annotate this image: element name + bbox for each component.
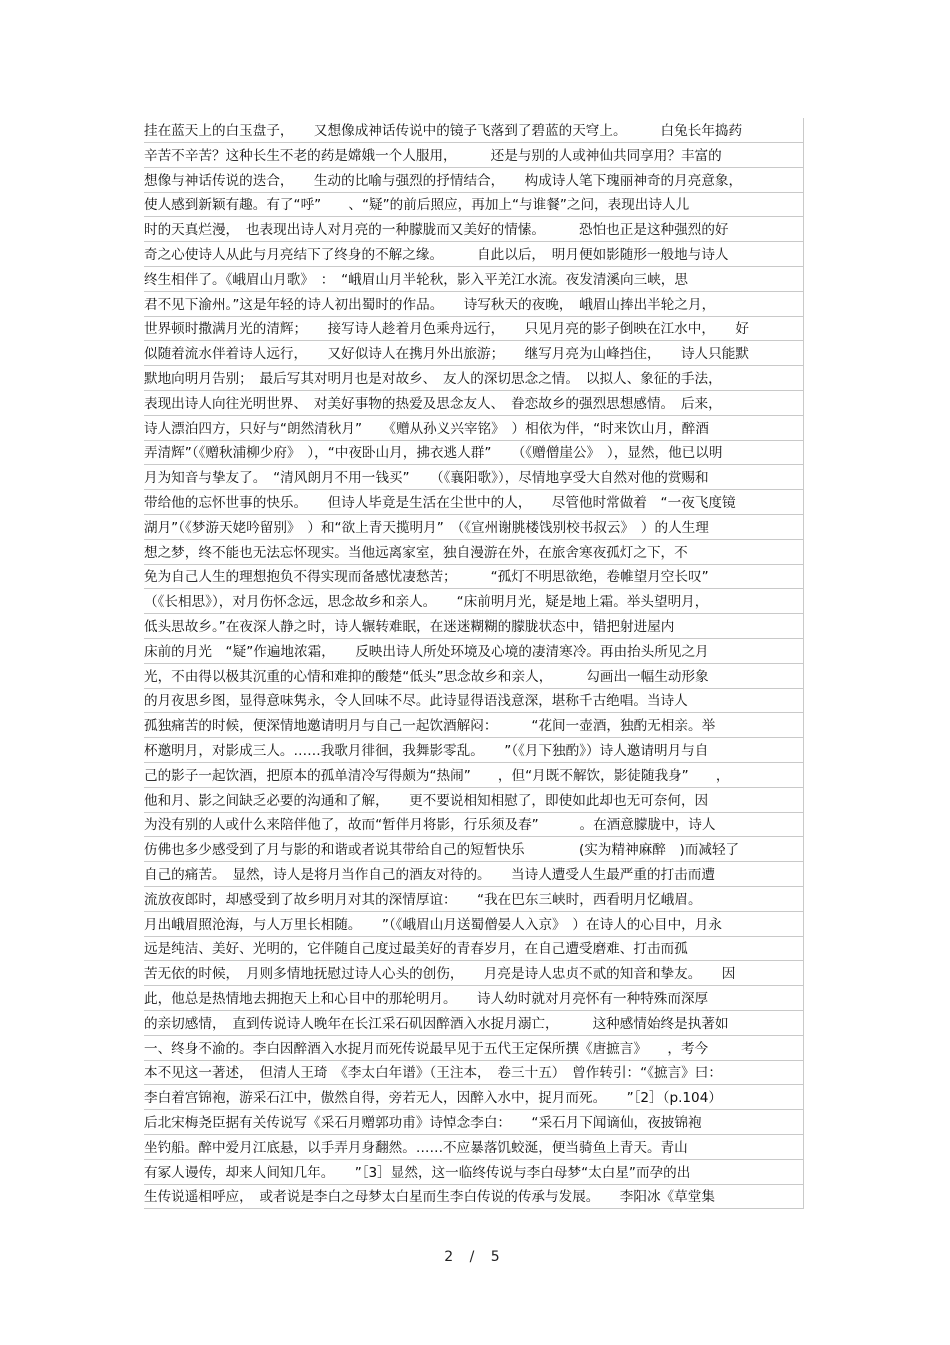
text-line: 仿佛也多少感受到了月与影的和谐或者说其带给自己的短暂快乐 (实为精神麻醉 )而减轻了	[144, 837, 804, 862]
text-line: 一、终身不渝的。李白因醉酒入水捉月而死传说最早见于五代王定保所撰《唐摭言》 ，考今	[144, 1036, 804, 1061]
text-line: 诗人漂泊四方，只好与“朗然清秋月” 《赠从孙义兴宰铭》 ）相依为伴，“时来饮山月，醉酒	[144, 416, 804, 441]
text-line: 此，他总是热情地去拥抱天上和心目中的那轮明月。 诗人幼时就对月亮怀有一种特殊而深厚	[144, 986, 804, 1011]
text-line: 带给他的忘怀世事的快乐。 但诗人毕竟是生活在尘世中的人， 尽管他时常做着 “一夜飞度镜	[144, 490, 804, 515]
text-line: 为没有别的人或什么来陪伴他了，故而“暂伴月将影，行乐须及春” 。在酒意朦胧中，诗人	[144, 812, 804, 837]
text-line: 想像与神话传说的迭合， 生动的比喻与强烈的抒情结合， 构成诗人笔下瑰丽神奇的月亮意象，	[144, 168, 804, 193]
text-line: 本不见这一著述， 但清人王琦 《李太白年谱》（王注本， 卷三十五） 曾作转引：“《摭言》曰：	[144, 1060, 804, 1085]
text-line: （《长相思》），对月伤怀念远，思念故乡和亲人。 “床前明月光，疑是地上霜。举头望明月，	[144, 589, 804, 614]
text-line: 免为自己人生的理想抱负不得实现而备感忧凄愁苦； “孤灯不明思欲绝，卷帷望月空长叹”	[144, 564, 804, 589]
text-line: 后北宋梅尧臣据有关传说写《采石月赠郭功甫》诗悼念李白： “采石月下闻谪仙，夜披锦袍	[144, 1110, 804, 1135]
text-line: 远是纯洁、美好、光明的，它伴随自己度过最美好的青春岁月，在自己遭受磨难、打击而孤	[144, 936, 804, 961]
text-line: 流放夜郎时，却感受到了故乡明月对其的深情厚谊： “我在巴东三峡时，西看明月忆峨眉。	[144, 887, 804, 912]
text-line: 光，不由得以极其沉重的心情和难抑的酸楚“低头”思念故乡和亲人， 勾画出一幅生动形象	[144, 664, 804, 689]
text-line: 默地向明月告别； 最后写其对明月也是对故乡、 友人的深切思念之情。 以拟人、象征的手法，	[144, 366, 804, 391]
text-line: 低头思故乡。”在夜深人静之时，诗人辗转难眠，在迷迷糊糊的朦胧状态中，错把射进屋内	[144, 614, 804, 639]
text-line: 孤独痛苦的时候，便深情地邀请明月与自己一起饮酒解闷： “花间一壶酒，独酌无相亲。举	[144, 713, 804, 738]
text-line: 李白着宫锦袍，游采石江中，傲然自得，旁若无人，因醉入水中，捉月而死。 ”［2］（p.104）	[144, 1085, 804, 1110]
text-line: 弄清辉”（《赠秋浦柳少府》 ），“中夜卧山月，拂衣逃人群” （《赠僧崖公》 ），显然，他已以明	[144, 440, 804, 465]
text-line: 坐钓船。醉中爱月江底悬，以手弄月身翻然。……不应暴落饥蛟涎，便当骑鱼上青天。青山	[144, 1135, 804, 1160]
text-line: 己的影子一起饮酒，把原本的孤单清冷写得颇为“热闹” ，但“月既不解饮，影徒随我身” ，	[144, 763, 804, 788]
text-line: 他和月、影之间缺乏必要的沟通和了解， 更不要说相知相慰了，即使如此却也无可奈何，因	[144, 788, 804, 813]
text-line: 的亲切感情， 直到传说诗人晚年在长江采石矶因醉酒入水捉月溺亡， 这种感情始终是执著如	[144, 1011, 804, 1036]
text-line: 苦无依的时候， 月则多情地抚慰过诗人心头的创伤， 月亮是诗人忠贞不贰的知音和挚友。 因	[144, 961, 804, 986]
text-line: 月出峨眉照沧海，与人万里长相随。 ”（《峨眉山月送蜀僧晏人入京》 ）在诗人的心目中，月永	[144, 912, 804, 937]
text-line: 世界顿时撒满月光的清辉； 接写诗人趁着月色乘舟远行， 只见月亮的影子倒映在江水中， 好	[144, 316, 804, 341]
text-line: 床前的月光 “疑”作遍地浓霜， 反映出诗人所处环境及心境的凄清寒冷。再由抬头所见之月	[144, 639, 804, 664]
text-line: 月为知音与挚友了。 “清风朗月不用一钱买” （《襄阳歌》），尽情地享受大自然对他的赏赐和	[144, 465, 804, 490]
text-line: 君不见下渝州。”这是年轻的诗人初出蜀时的作品。 诗写秋天的夜晚， 峨眉山捧出半轮之月，	[144, 292, 804, 317]
text-line: 杯邀明月，对影成三人。……我歌月徘徊，我舞影零乱。 ”（《月下独酌》）诗人邀请明月与自	[144, 738, 804, 763]
text-line: 终生相伴了。《峨眉山月歌》 ： “峨眉山月半轮秋，影入平羌江水流。夜发清溪向三峡，思	[144, 267, 804, 292]
text-line: 有冢人谩传，却来人间知几年。 ”［3］显然，这一临终传说与李白母梦“太白星”而孕的出	[144, 1160, 804, 1185]
text-line: 生传说遥相呼应， 或者说是李白之母梦太白星而生李白传说的传承与发展。 李阳冰《草堂集	[144, 1184, 804, 1209]
text-line: 辛苦不辛苦？这种长生不老的药是嫦娥一个人服用， 还是与别的人或神仙共同享用？丰富的	[144, 143, 804, 168]
text-line: 奇之心使诗人从此与月亮结下了终身的不解之缘。 自此以后， 明月便如影随形一般地与诗人	[144, 242, 804, 267]
text-line: 使人感到新颖有趣。有了“呼” 、“疑”的前后照应，再加上“与谁餐”之问，表现出诗人儿	[144, 192, 804, 217]
text-line: 自己的痛苦。 显然，诗人是将月当作自己的酒友对待的。 当诗人遭受人生最严重的打击而遭	[144, 862, 804, 887]
page-number: 2 / 5	[444, 1249, 506, 1265]
text-line: 表现出诗人向往光明世界、 对美好事物的热爱及思念友人、 眷恋故乡的强烈思想感情。 后来，	[144, 391, 804, 416]
text-line: 想之梦，终不能也无法忘怀现实。当他远离家室，独自漫游在外，在旅舍寒夜孤灯之下，不	[144, 540, 804, 565]
text-line: 似随着流水伴着诗人远行， 又好似诗人在携月外出旅游； 继写月亮为山峰挡住， 诗人只能默	[144, 341, 804, 366]
text-line: 的月夜思乡图，显得意味隽永，令人回味不尽。此诗显得语浅意深，堪称千古绝唱。当诗人	[144, 688, 804, 713]
text-line: 挂在蓝天上的白玉盘子， 又想像成神话传说中的镜子飞落到了碧蓝的天穹上。 白兔长年捣药	[144, 118, 804, 143]
text-line: 时的天真烂漫， 也表现出诗人对月亮的一种朦胧而又美好的情愫。 恐怕也正是这种强烈的好	[144, 217, 804, 242]
text-line: 湖月”（《梦游天姥吟留别》 ）和“欲上青天揽明月” （《宣州谢朓楼饯别校书叔云》 ）的人生理	[144, 515, 804, 540]
